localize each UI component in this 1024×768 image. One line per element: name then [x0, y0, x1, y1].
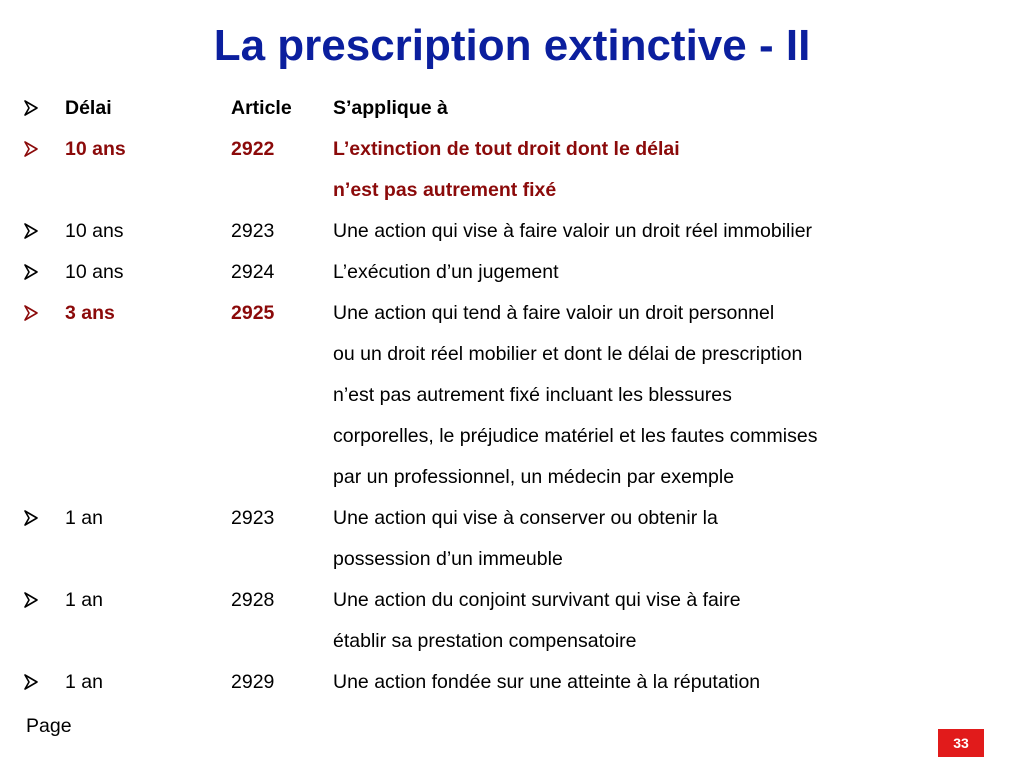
- list-item-continuation: [0, 375, 1024, 416]
- item-delai: 1 an: [65, 507, 103, 529]
- slide-title: La prescription extinctive - II: [213, 21, 811, 70]
- list-item: [0, 129, 1024, 170]
- prescription-list: [0, 88, 1024, 703]
- header-delai: Délai: [65, 97, 112, 119]
- item-delai: 3 ans: [65, 302, 115, 324]
- arrow-bullet-icon: [24, 580, 44, 621]
- page-number-badge: 33: [938, 729, 984, 757]
- item-article: 2923: [231, 507, 275, 529]
- item-article: 2929: [231, 671, 275, 693]
- item-delai: 1 an: [65, 671, 103, 693]
- item-applique: Une action qui vise à conserver ou obtenir la: [333, 507, 718, 529]
- item-article: 2923: [231, 220, 275, 242]
- list-item: [0, 211, 1024, 252]
- list-item: [0, 252, 1024, 293]
- item-applique: L’extinction de tout droit dont le délai: [333, 138, 680, 160]
- item-article: 2925: [231, 302, 275, 324]
- item-applique: Une action fondée sur une atteinte à la réputation: [333, 671, 761, 693]
- list-item-continuation: [0, 539, 1024, 580]
- item-applique: n’est pas autrement fixé: [333, 179, 557, 201]
- item-applique: établir sa prestation compensatoire: [333, 630, 637, 652]
- arrow-bullet-icon: [24, 662, 44, 703]
- item-delai: 10 ans: [65, 261, 124, 283]
- item-article: 2928: [231, 589, 275, 611]
- list-item-continuation: [0, 621, 1024, 662]
- header-applique: S’applique à: [333, 97, 448, 119]
- list-item: [0, 498, 1024, 539]
- page-label: Page: [26, 715, 72, 737]
- list-item-continuation: [0, 457, 1024, 498]
- arrow-bullet-icon: [24, 252, 44, 293]
- arrow-bullet-icon: [24, 129, 44, 170]
- arrow-bullet-icon: [24, 88, 44, 129]
- item-applique: par un professionnel, un médecin par exemple: [333, 466, 735, 488]
- item-article: 2924: [231, 261, 275, 283]
- list-item-continuation: [0, 334, 1024, 375]
- item-applique: n’est pas autrement fixé incluant les blessures: [333, 384, 732, 406]
- item-delai: 1 an: [65, 589, 103, 611]
- item-applique: possession d’un immeuble: [333, 548, 563, 570]
- header-article: Article: [231, 97, 292, 119]
- list-header: [0, 88, 1024, 129]
- list-item: [0, 662, 1024, 703]
- list-item-continuation: [0, 170, 1024, 211]
- item-applique: Une action qui vise à faire valoir un droit réel immobilier: [333, 220, 813, 242]
- item-applique: corporelles, le préjudice matériel et les fautes commises: [333, 425, 818, 447]
- item-delai: 10 ans: [65, 220, 124, 242]
- item-applique: Une action qui tend à faire valoir un droit personnel: [333, 302, 775, 324]
- list-item: [0, 293, 1024, 334]
- list-item: [0, 580, 1024, 621]
- item-applique: ou un droit réel mobilier et dont le délai de prescription: [333, 343, 803, 365]
- item-applique: Une action du conjoint survivant qui vise à faire: [333, 589, 741, 611]
- arrow-bullet-icon: [24, 293, 44, 334]
- arrow-bullet-icon: [24, 498, 44, 539]
- list-item-continuation: [0, 416, 1024, 457]
- arrow-bullet-icon: [24, 211, 44, 252]
- item-delai: 10 ans: [65, 138, 126, 160]
- item-applique: L’exécution d’un jugement: [333, 261, 559, 283]
- item-article: 2922: [231, 138, 275, 160]
